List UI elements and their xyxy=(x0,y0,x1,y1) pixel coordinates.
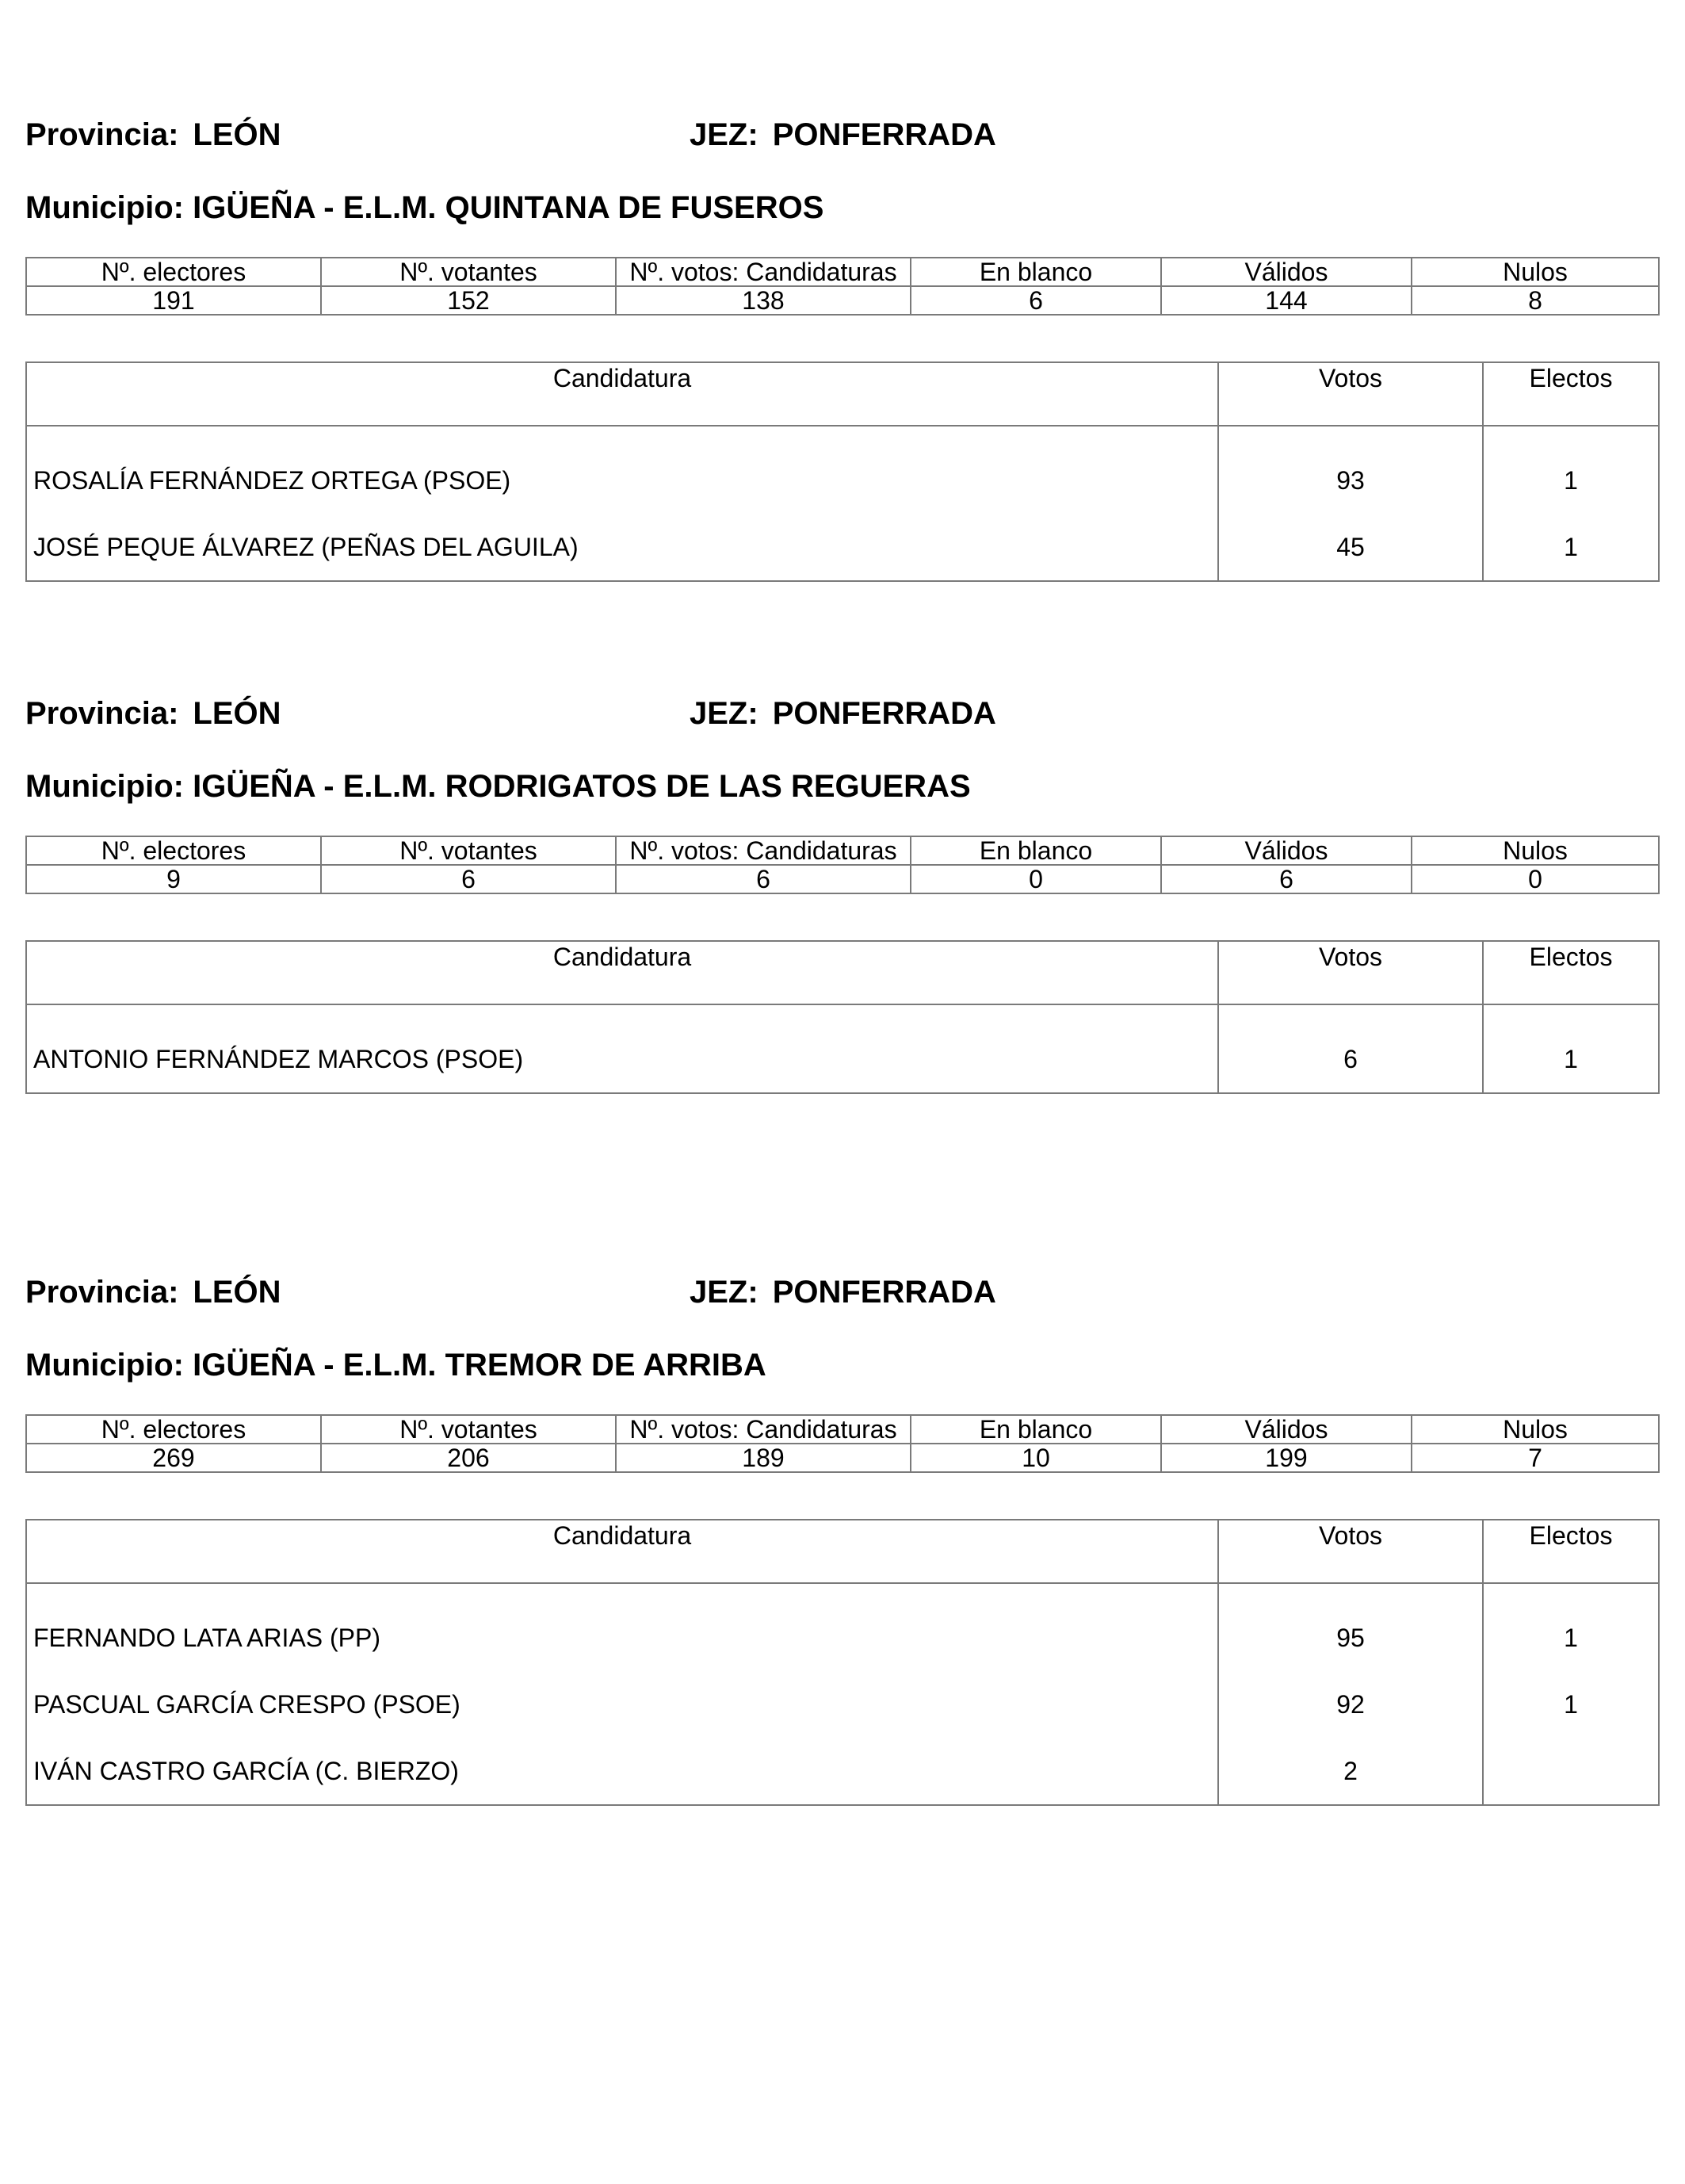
stats-value-cell: 189 xyxy=(616,1444,911,1472)
candidate-elected: 1 xyxy=(1483,514,1659,581)
votos-header: Votos xyxy=(1218,362,1483,426)
stats-header-cell: Nº. votantes xyxy=(321,258,616,286)
candidate-elected: 1 xyxy=(1483,426,1659,514)
stats-value-cell: 206 xyxy=(321,1444,616,1472)
stats-value-cell: 6 xyxy=(616,865,911,893)
jez-value: PONFERRADA xyxy=(772,1275,996,1310)
stats-header-cell: En blanco xyxy=(911,1415,1161,1444)
stats-value-cell: 8 xyxy=(1412,286,1659,315)
stats-header-cell: Válidos xyxy=(1161,836,1412,865)
stats-value-row xyxy=(26,865,1659,893)
jez-label: JEZ: xyxy=(690,696,758,731)
candidate-name: IVÁN CASTRO GARCÍA (C. BIERZO) xyxy=(26,1738,1218,1805)
provincia-line xyxy=(25,116,281,154)
candidatura-header: Candidatura xyxy=(26,362,1218,426)
jez-value: PONFERRADA xyxy=(772,696,996,731)
stats-header-row xyxy=(26,1415,1659,1444)
stats-table xyxy=(25,257,1660,316)
stats-header-cell: Válidos xyxy=(1161,1415,1412,1444)
jez-line xyxy=(690,116,996,154)
stats-header-cell: Nulos xyxy=(1412,1415,1659,1444)
municipio-value: IGÜEÑA - E.L.M. RODRIGATOS DE LAS REGUERAS xyxy=(193,769,971,804)
candidate-votes: 93 xyxy=(1218,426,1483,514)
stats-header-cell: Nulos xyxy=(1412,836,1659,865)
jez-line xyxy=(690,1273,996,1311)
candidate-row xyxy=(26,514,1659,581)
candidates-header-row xyxy=(26,941,1659,1004)
candidate-row xyxy=(26,1004,1659,1093)
municipio-label: Municipio: xyxy=(25,1348,184,1383)
stats-header-cell: Nº. votos: Candidaturas xyxy=(616,1415,911,1444)
stats-table xyxy=(25,1414,1660,1473)
municipio-line xyxy=(25,767,971,805)
stats-header-cell: En blanco xyxy=(911,258,1161,286)
stats-header-cell: Nº. electores xyxy=(26,836,321,865)
candidate-name: PASCUAL GARCÍA CRESPO (PSOE) xyxy=(26,1671,1218,1738)
candidate-row xyxy=(26,426,1659,514)
candidates-table xyxy=(25,940,1660,1094)
stats-value-cell: 6 xyxy=(321,865,616,893)
stats-value-cell: 191 xyxy=(26,286,321,315)
candidate-name: ANTONIO FERNÁNDEZ MARCOS (PSOE) xyxy=(26,1004,1218,1093)
candidatura-header: Candidatura xyxy=(26,1520,1218,1583)
stats-value-cell: 0 xyxy=(1412,865,1659,893)
candidate-row xyxy=(26,1738,1659,1805)
stats-header-cell: Nº. votos: Candidaturas xyxy=(616,836,911,865)
votos-header: Votos xyxy=(1218,1520,1483,1583)
stats-header-cell: Nº. votantes xyxy=(321,836,616,865)
stats-value-cell: 6 xyxy=(1161,865,1412,893)
jez-value: PONFERRADA xyxy=(772,117,996,152)
municipio-value: IGÜEÑA - E.L.M. QUINTANA DE FUSEROS xyxy=(193,190,824,225)
stats-header-cell: Nulos xyxy=(1412,258,1659,286)
stats-value-cell: 199 xyxy=(1161,1444,1412,1472)
stats-value-cell: 138 xyxy=(616,286,911,315)
electos-header: Electos xyxy=(1483,941,1659,1004)
municipio-line xyxy=(25,1346,766,1384)
municipio-line xyxy=(25,189,823,227)
candidate-name: FERNANDO LATA ARIAS (PP) xyxy=(26,1583,1218,1671)
candidate-row xyxy=(26,1671,1659,1738)
municipio-label: Municipio: xyxy=(25,190,184,225)
provincia-label: Provincia: xyxy=(25,696,179,731)
candidate-elected: 1 xyxy=(1483,1583,1659,1671)
candidates-table xyxy=(25,1519,1660,1806)
stats-header-cell: Válidos xyxy=(1161,258,1412,286)
candidate-name: JOSÉ PEQUE ÁLVAREZ (PEÑAS DEL AGUILA) xyxy=(26,514,1218,581)
candidatura-header: Candidatura xyxy=(26,941,1218,1004)
candidate-votes: 6 xyxy=(1218,1004,1483,1093)
candidate-votes: 2 xyxy=(1218,1738,1483,1805)
candidate-name: ROSALÍA FERNÁNDEZ ORTEGA (PSOE) xyxy=(26,426,1218,514)
jez-label: JEZ: xyxy=(690,1275,758,1310)
provincia-line xyxy=(25,694,281,732)
electos-header: Electos xyxy=(1483,1520,1659,1583)
stats-value-cell: 7 xyxy=(1412,1444,1659,1472)
candidate-row xyxy=(26,1583,1659,1671)
candidate-votes: 92 xyxy=(1218,1671,1483,1738)
stats-header-row xyxy=(26,836,1659,865)
stats-value-cell: 0 xyxy=(911,865,1161,893)
provincia-line xyxy=(25,1273,281,1311)
stats-value-cell: 10 xyxy=(911,1444,1161,1472)
stats-value-cell: 6 xyxy=(911,286,1161,315)
stats-header-cell: Nº. electores xyxy=(26,258,321,286)
stats-value-row xyxy=(26,1444,1659,1472)
candidate-elected: 1 xyxy=(1483,1004,1659,1093)
municipio-label: Municipio: xyxy=(25,769,184,804)
candidate-elected: 1 xyxy=(1483,1671,1659,1738)
stats-table xyxy=(25,836,1660,894)
candidates-table xyxy=(25,361,1660,582)
stats-value-cell: 9 xyxy=(26,865,321,893)
jez-line xyxy=(690,694,996,732)
candidates-header-row xyxy=(26,362,1659,426)
municipio-value: IGÜEÑA - E.L.M. TREMOR DE ARRIBA xyxy=(193,1348,766,1383)
votos-header: Votos xyxy=(1218,941,1483,1004)
stats-value-cell: 152 xyxy=(321,286,616,315)
jez-label: JEZ: xyxy=(690,117,758,152)
stats-header-cell: En blanco xyxy=(911,836,1161,865)
electos-header: Electos xyxy=(1483,362,1659,426)
candidate-votes: 45 xyxy=(1218,514,1483,581)
stats-value-cell: 144 xyxy=(1161,286,1412,315)
stats-header-cell: Nº. electores xyxy=(26,1415,321,1444)
candidate-votes: 95 xyxy=(1218,1583,1483,1671)
stats-value-row xyxy=(26,286,1659,315)
provincia-label: Provincia: xyxy=(25,1275,179,1310)
stats-header-row xyxy=(26,258,1659,286)
provincia-value: LEÓN xyxy=(193,1275,281,1310)
candidates-header-row xyxy=(26,1520,1659,1583)
stats-value-cell: 269 xyxy=(26,1444,321,1472)
provincia-value: LEÓN xyxy=(193,117,281,152)
provincia-value: LEÓN xyxy=(193,696,281,731)
candidate-elected xyxy=(1483,1738,1659,1805)
stats-header-cell: Nº. votos: Candidaturas xyxy=(616,258,911,286)
stats-header-cell: Nº. votantes xyxy=(321,1415,616,1444)
provincia-label: Provincia: xyxy=(25,117,179,152)
